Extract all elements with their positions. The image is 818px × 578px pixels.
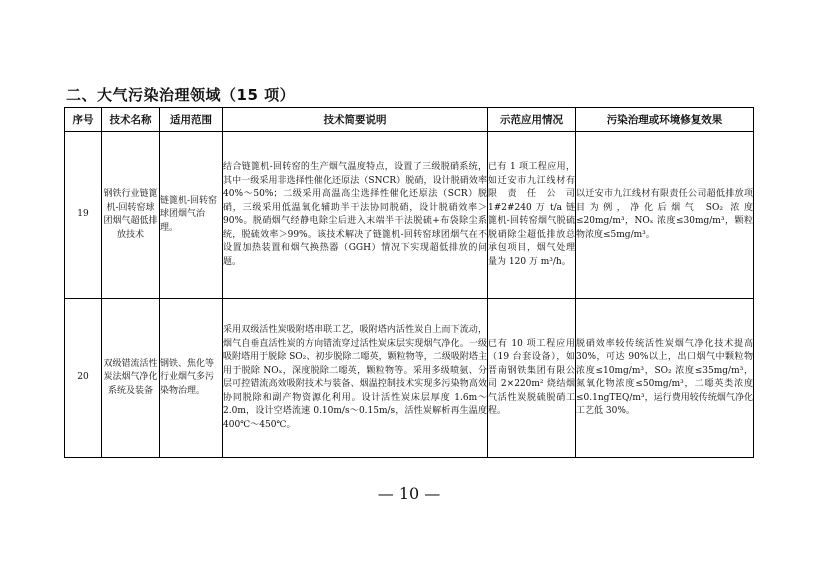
table-row — [65, 299, 754, 458]
header-effect: 污染治理或环境修复效果 — [576, 108, 754, 132]
treatment-effect: 脱硝效率较传统活性炭烟气净化技术提高 30%，可达 90%以上，出口烟气中颗粒物浓度≤10mg/m³，SO₂ 浓度≤35mg/m³，氮氧化物浓度≤50mg/m³，二噁英类浓度≤0.1ngTEQ/m³，运行费用较传统烟气净化工艺低 30%。 — [576, 299, 754, 458]
table-header-row — [65, 108, 754, 132]
demo-application: 已有 1 项工程应用，如迁安市九江线材有限责任公司 1#2#240 万 t/a 链篦机-回转窑烟气脱硫脱硝除尘超低排放总承包项目，烟气处理量为 120 万 m³/h。 — [488, 132, 576, 299]
row-no: 20 — [65, 299, 102, 458]
application-scope: 钢铁、焦化等行业烟气多污染物治理。 — [160, 299, 223, 458]
table-row — [65, 132, 754, 299]
technology-description: 结合链篦机-回转窑的生产烟气温度特点，设置了三级脱硝系统，其中一级采用非选择性催化还原法（SNCR）脱硝，设计脱硝效率 40%～50%；二级采用高温高尘选择性催化还原法（SCR）脱硝，三级采用低温氧化辅助半干法协同脱硝，设计脱硝效率＞90%。脱硝烟气经静电除尘后进入末端半干法脱硫+布袋除尘系统，脱硫效率＞99%。该技术解决了链篦机-回转窑球团烟气在不设置加热装置和烟气换热器（GGH）情况下实现超低排放的问题。 — [223, 132, 488, 299]
header-name: 技术名称 — [102, 108, 160, 132]
header-demo: 示范应用情况 — [488, 108, 576, 132]
application-scope: 链篦机-回转窑球团烟气治理。 — [160, 132, 223, 299]
technology-table — [64, 107, 754, 458]
page-number: — 10 — — [377, 484, 441, 503]
header-description: 技术简要说明 — [223, 108, 488, 132]
section-title: 二、大气污染治理领域（15 项） — [66, 86, 296, 104]
header-scope: 适用范围 — [160, 108, 223, 132]
technology-name: 双级错流活性炭法烟气净化系统及装备 — [102, 299, 160, 458]
technology-description: 采用双级活性炭吸附塔串联工艺，吸附塔内活性炭自上而下流动，烟气自垂直活性炭的方向错流穿过活性炭床层实现烟气净化。一级吸附塔用于脱除 SO₂、初步脱除二噁英，颗粒物等，二级吸附塔主用于脱除 NOₓ，深度脱除二噁英，颗粒物等。采用多级喷氨、分层可控错流高效吸附技术与装备、烟温控制技术实现多污染物高效协同脱除和副产物资源化利用。设计活性炭床层厚度 1.6m～2.0m，设计空塔流速 0.10m/s～0.15m/s，活性炭解析再生温度 400℃～450℃。 — [223, 299, 488, 458]
row-no: 19 — [65, 132, 102, 299]
demo-application: 已有 10 项工程应用（19 台套设备），如晋南钢铁集团有限公司 2×220m² 烧结烟气活性炭脱硫脱硝工程。 — [488, 299, 576, 458]
header-no: 序号 — [65, 108, 102, 132]
technology-name: 钢铁行业链篦机-回转窑球团烟气超低排放技术 — [102, 132, 160, 299]
treatment-effect: 以迁安市九江线材有限责任公司超低排放项目为例，净化后烟气 SO₂ 浓度≤20mg/m³，NOₓ 浓度≤30mg/m³，颗粒物浓度≤5mg/m³。 — [576, 132, 754, 299]
